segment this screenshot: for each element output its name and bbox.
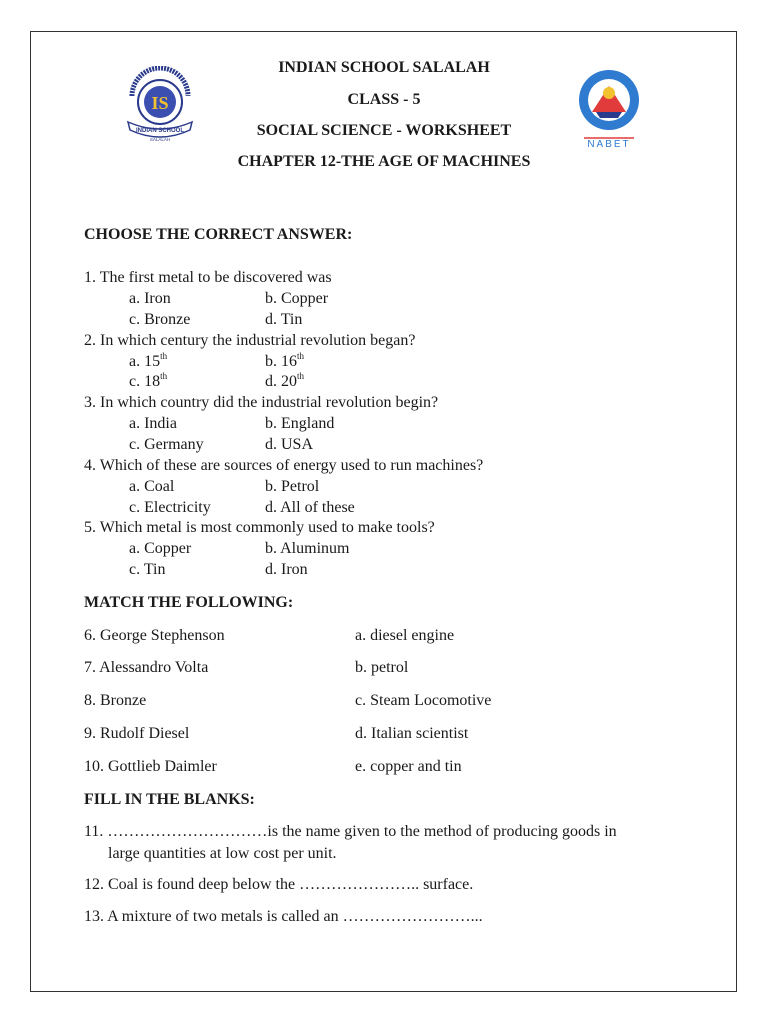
match-left-item: 9. Rudolf Diesel: [84, 725, 190, 742]
option: d. Tin: [265, 311, 303, 328]
option: c. 18th: [129, 371, 168, 390]
option: d. USA: [265, 436, 314, 453]
svg-text:NABET: NABET: [587, 139, 631, 148]
fill-heading: FILL IN THE BLANKS:: [84, 791, 255, 808]
option: c. Germany: [129, 436, 204, 453]
option: a. Copper: [129, 540, 192, 557]
option: d. Iron: [265, 561, 308, 578]
match-left-item: 8. Bronze: [84, 692, 147, 709]
school-name: INDIAN SCHOOL SALALAH: [278, 59, 490, 76]
match-right-item: b. petrol: [355, 659, 409, 676]
match-right-item: c. Steam Locomotive: [355, 692, 492, 709]
option: a. Iron: [129, 290, 171, 307]
option: c. Tin: [129, 561, 166, 578]
svg-text:SALALAH: SALALAH: [149, 137, 171, 142]
option: b. England: [265, 415, 335, 432]
fill-item-11-cont: large quantities at low cost per unit.: [108, 845, 337, 862]
question-4: 4. Which of these are sources of energy used to run machines?: [84, 457, 484, 474]
match-right-item: e. copper and tin: [355, 758, 462, 775]
match-heading: MATCH THE FOLLOWING:: [84, 594, 294, 611]
fill-item-13: 13. A mixture of two metals is called an ……………………...: [84, 908, 483, 925]
match-right-item: d. Italian scientist: [355, 725, 469, 742]
option: a. India: [129, 415, 177, 432]
option: c. Bronze: [129, 311, 191, 328]
match-right-item: a. diesel engine: [355, 627, 455, 644]
subject-title: SOCIAL SCIENCE - WORKSHEET: [256, 122, 512, 139]
option: b. Copper: [265, 290, 329, 307]
option: d. 20th: [265, 371, 305, 390]
option: a. 15th: [129, 351, 168, 370]
mcq-heading: CHOOSE THE CORRECT ANSWER:: [84, 226, 353, 243]
option: b. Petrol: [265, 478, 320, 495]
question-5: 5. Which metal is most commonly used to make tools?: [84, 519, 435, 536]
match-left-item: 6. George Stephenson: [84, 627, 225, 644]
option: b. 16th: [265, 351, 305, 370]
question-3: 3. In which country did the industrial revolution begin?: [84, 394, 439, 411]
fill-item-12: 12. Coal is found deep below the ………………….. surface.: [84, 876, 474, 893]
match-left-item: 7. Alessandro Volta: [84, 659, 209, 676]
question-2: 2. In which century the industrial revolution began?: [84, 332, 416, 349]
chapter-title: CHAPTER 12-THE AGE OF MACHINES: [237, 153, 531, 170]
class-title: CLASS - 5: [347, 91, 421, 108]
svg-text:INDIAN SCHOOL: INDIAN SCHOOL: [136, 128, 184, 134]
question-1: 1. The first metal to be discovered was: [84, 269, 332, 286]
fill-item-11: 11. …………………………is the name given to the method of producing goods in: [84, 823, 617, 840]
option: d. All of these: [265, 499, 355, 516]
option: b. Aluminum: [265, 540, 350, 557]
option: c. Electricity: [129, 499, 211, 516]
svg-text:IS: IS: [151, 93, 169, 113]
match-left-item: 10. Gottlieb Daimler: [84, 758, 217, 775]
option: a. Coal: [129, 478, 175, 495]
